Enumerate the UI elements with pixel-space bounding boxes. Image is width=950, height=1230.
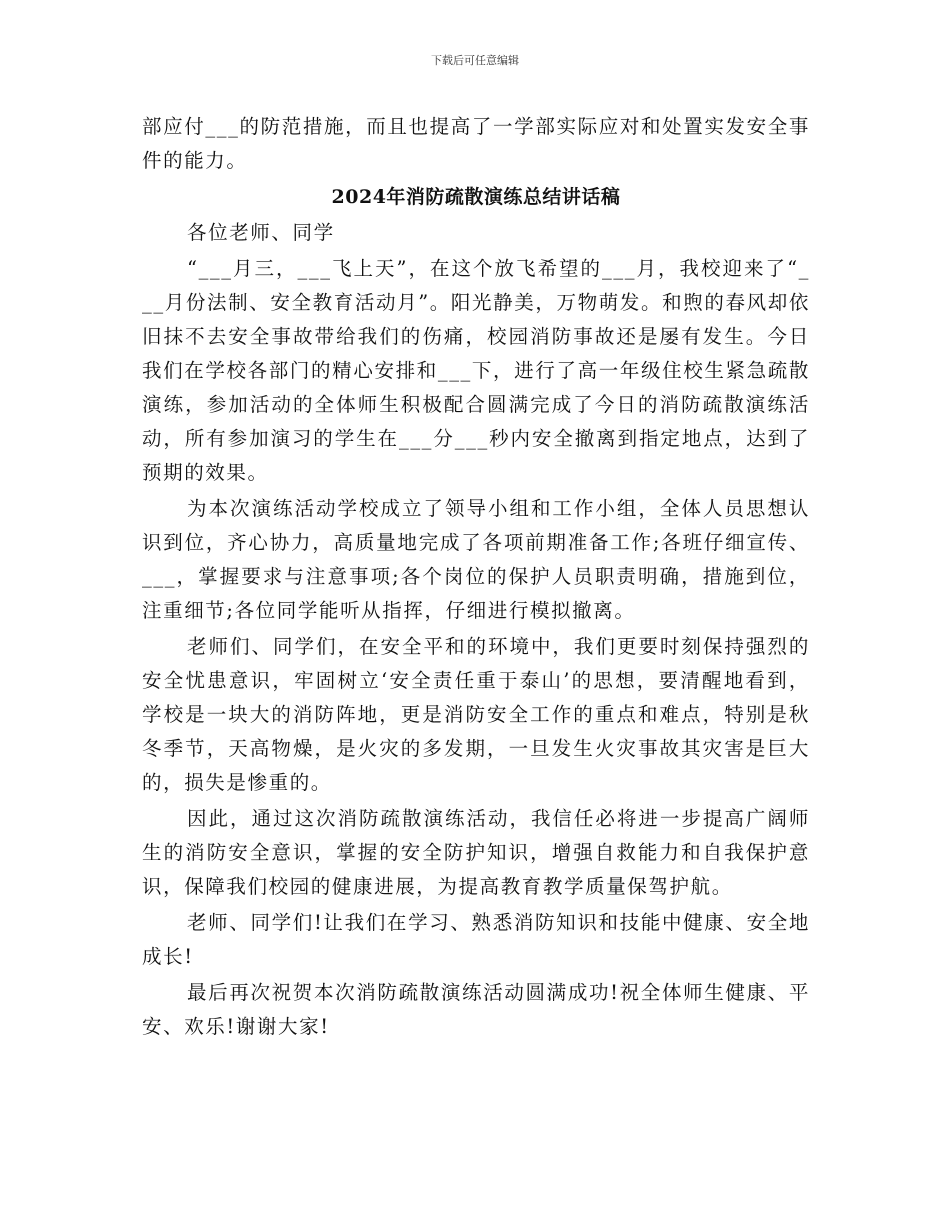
intro-paragraph: 部应付___的防范措施，而且也提高了一学部实际应对和处置实发安全事件的能力。 <box>142 115 810 172</box>
greeting: 各位老师、同学 <box>187 221 335 244</box>
body-paragraph-2: 为本次演练活动学校成立了领导小组和工作小组，全体人员思想认识到位，齐心协力，高质量地完成了各项前期准备工作;各班仔细宣传、___，掌握要求与注意事项;各个岗位的保护人员职责明确，措施到位，注重细节;各位同学能听从指挥，仔细进行模拟撤离。 <box>142 497 810 622</box>
body-paragraph-5: 老师、同学们!让我们在学习、熟悉消防知识和技能中健康、安全地成长! <box>142 911 810 968</box>
body-paragraph-1: “___月三，___飞上天”，在这个放飞希望的___月，我校迎来了“___月份法制、安全教育活动月”。阳光静美，万物萌发。和煦的春风却依旧抹不去安全事故带给我们的伤痛，校园消防事故还是屡有发生。今日我们在学校各部门的精心安排和___下，进行了高一年级住校生紧急疏散演练，参加活动的全体师生积极配合圆满完成了今日的消防疏散演练活动，所有参加演习的学生在___分___秒内安全撤离到指定地点，达到了预期的效果。 <box>142 257 810 484</box>
document-body <box>142 110 810 1046</box>
page-header-note: 下载后可任意编辑 <box>431 54 519 67</box>
body-paragraph-4: 因此，通过这次消防疏散演练活动，我信任必将进一步提高广阔师生的消防安全意识，掌握的安全防护知识，增强自救能力和自我保护意识，保障我们校园的健康进展，为提高教育教学质量保驾护航。 <box>142 807 810 898</box>
body-paragraph-3: 老师们、同学们，在安全平和的环境中，我们更要时刻保持强烈的安全忧患意识，牢固树立‘安全责任重于泰山’的思想，要清醒地看到，学校是一块大的消防阵地，更是消防安全工作的重点和难点，特别是秋冬季节，天高物燥，是火灾的多发期，一旦发生火灾事故其灾害是巨大的，损失是惨重的。 <box>142 635 810 794</box>
body-paragraph-6: 最后再次祝贺本次消防疏散演练活动圆满成功!祝全体师生健康、平安、欢乐!谢谢大家! <box>142 981 810 1038</box>
document-title: 2024年消防疏散演练总结讲话稿 <box>331 186 621 208</box>
